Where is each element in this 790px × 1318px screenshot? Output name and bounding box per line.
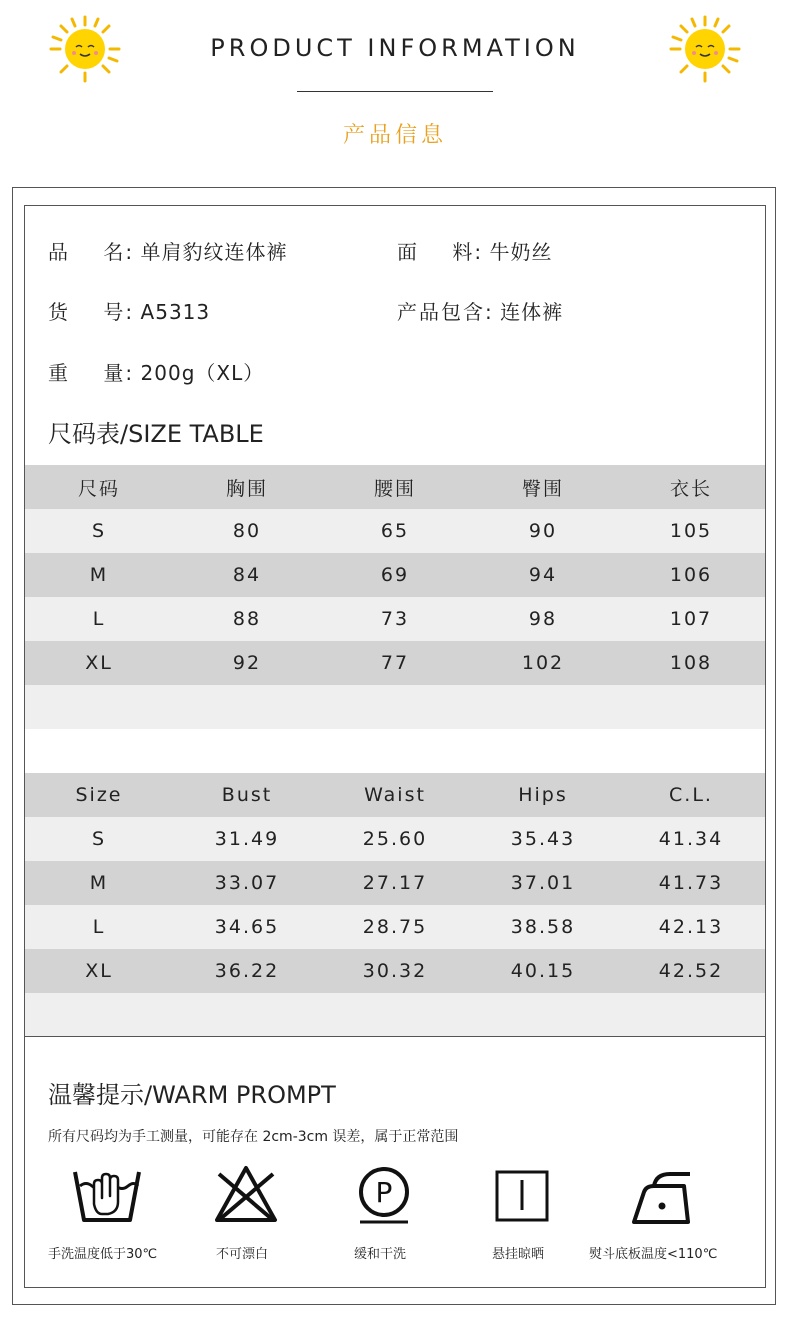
table-cell: 31.49 xyxy=(214,828,280,850)
prompt-note: 所有尺码均为手工测量，可能存在 2cm-3cm 误差，属于正常范围 xyxy=(48,1129,459,1145)
table-cell: 73 xyxy=(380,608,410,630)
table-row xyxy=(25,905,765,949)
table-row xyxy=(25,509,765,553)
weight-label: 重 量: xyxy=(48,361,135,385)
table-cell: 35.43 xyxy=(510,828,576,850)
care-label-hand-wash: 手洗温度低于30℃ xyxy=(48,1247,158,1262)
table-cell: 27.17 xyxy=(362,872,428,894)
table-cell: L xyxy=(92,608,106,630)
svg-text:P: P xyxy=(375,1176,393,1209)
iron-icon xyxy=(630,1164,694,1226)
info-name xyxy=(48,236,288,265)
table-cell: XL xyxy=(85,652,113,674)
table-header-row xyxy=(25,773,765,817)
title-underline xyxy=(297,91,493,92)
table-cell: 94 xyxy=(528,564,558,586)
prompt-title: 温馨提示/WARM PROMPT xyxy=(48,1081,336,1109)
fabric-label: 面 料: xyxy=(397,240,484,264)
table-cell: 88 xyxy=(232,608,262,630)
table-header-cell: 腰围 xyxy=(373,477,416,500)
info-weight xyxy=(48,357,264,386)
care-label-dry-clean: 缓和干洗 xyxy=(354,1247,407,1262)
table-row-empty xyxy=(25,685,765,729)
table-cell: 98 xyxy=(528,608,558,630)
table-row xyxy=(25,553,765,597)
size-table-cm xyxy=(25,465,765,729)
fabric-value: 牛奶丝 xyxy=(489,240,553,264)
table-header-cell: 臀围 xyxy=(521,477,564,500)
info-sku xyxy=(48,296,210,325)
table-header-cell: Hips xyxy=(518,784,568,806)
table-cell: 77 xyxy=(380,652,410,674)
table-cell: 28.75 xyxy=(362,916,428,938)
page-subtitle: 产品信息 xyxy=(342,123,447,148)
table-row xyxy=(25,817,765,861)
table-header-cell: Waist xyxy=(364,784,426,806)
table-cell: 102 xyxy=(521,652,565,674)
package-label: 产品包含: xyxy=(397,300,494,324)
table-cell: 92 xyxy=(232,652,262,674)
table-cell: 33.07 xyxy=(214,872,280,894)
table-cell: 30.32 xyxy=(362,960,428,982)
name-label: 品 名: xyxy=(48,240,135,264)
table-cell: 80 xyxy=(232,520,262,542)
table-cell: 40.15 xyxy=(510,960,576,982)
table-header-cell: 胸围 xyxy=(225,477,268,500)
info-package xyxy=(397,296,563,325)
line-dry-icon xyxy=(494,1164,550,1224)
table-cell: L xyxy=(92,916,106,938)
table-header-cell: 尺码 xyxy=(77,477,120,500)
table-cell: 41.34 xyxy=(658,828,724,850)
page-title: PRODUCT INFORMATION xyxy=(210,34,580,62)
package-value: 连体裤 xyxy=(500,300,564,324)
hand-wash-icon xyxy=(72,1164,142,1226)
table-cell: 107 xyxy=(669,608,713,630)
table-row xyxy=(25,641,765,685)
table-row xyxy=(25,861,765,905)
table-header-row xyxy=(25,465,765,509)
weight-value: 200g（XL） xyxy=(140,361,265,385)
table-row xyxy=(25,597,765,641)
table-cell: 105 xyxy=(669,520,713,542)
care-label-line-dry: 悬挂晾晒 xyxy=(492,1247,545,1262)
table-cell: S xyxy=(91,520,107,542)
table-cell: 90 xyxy=(528,520,558,542)
table-header-cell: C.L. xyxy=(669,784,713,806)
table-cell: S xyxy=(91,828,107,850)
table-cell: 38.58 xyxy=(510,916,576,938)
table-cell: 41.73 xyxy=(658,872,724,894)
table-row-empty xyxy=(25,993,765,1037)
table-cell: 25.60 xyxy=(362,828,428,850)
table-cell: 42.52 xyxy=(658,960,724,982)
dry-clean-p-icon xyxy=(356,1164,412,1226)
table-header-cell: Size xyxy=(75,784,123,806)
care-label-iron: 熨斗底板温度<110℃ xyxy=(589,1247,718,1262)
table-header-cell: 衣长 xyxy=(669,477,712,500)
table-cell: 108 xyxy=(669,652,713,674)
info-fabric xyxy=(397,236,553,265)
size-table-inch xyxy=(25,773,765,1037)
table-cell: 34.65 xyxy=(214,916,280,938)
size-table-title: 尺码表/SIZE TABLE xyxy=(48,420,264,448)
table-cell: XL xyxy=(85,960,113,982)
table-cell: 84 xyxy=(232,564,262,586)
table-cell: 69 xyxy=(380,564,410,586)
section-divider xyxy=(24,1036,766,1037)
table-cell: 42.13 xyxy=(658,916,724,938)
table-cell: 37.01 xyxy=(510,872,576,894)
name-value: 单肩豹纹连体裤 xyxy=(140,240,288,264)
sku-label: 货 号: xyxy=(48,300,135,324)
no-bleach-icon xyxy=(213,1164,279,1224)
table-cell: M xyxy=(89,564,109,586)
sku-value: A5313 xyxy=(140,300,211,324)
table-cell: 65 xyxy=(380,520,410,542)
table-cell: 36.22 xyxy=(214,960,280,982)
table-row xyxy=(25,949,765,993)
table-header-cell: Bust xyxy=(221,784,273,806)
table-cell: 106 xyxy=(669,564,713,586)
care-label-no-bleach: 不可漂白 xyxy=(216,1247,269,1262)
table-cell: M xyxy=(89,872,109,894)
